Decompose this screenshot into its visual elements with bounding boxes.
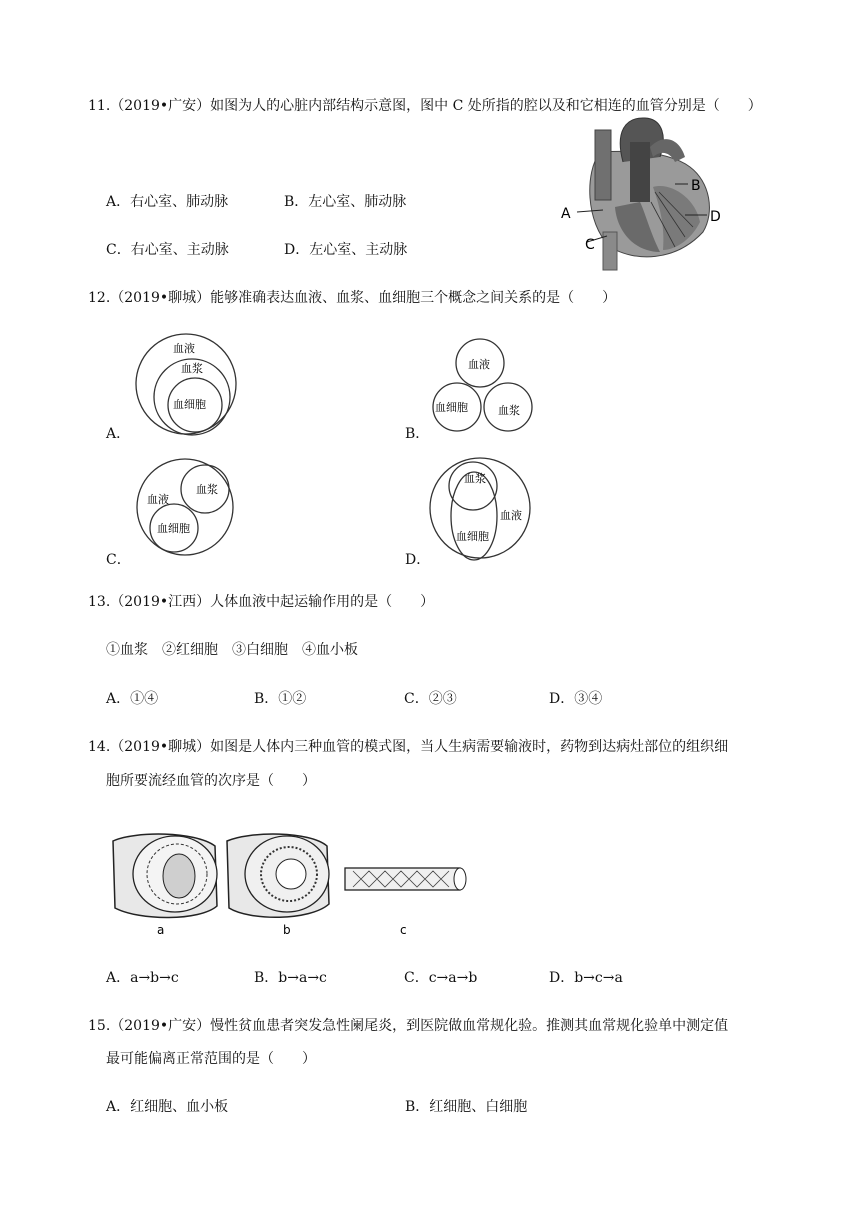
q13-option-b: B．①② [254,691,307,707]
heart-label-a: A [561,206,571,222]
q13-option-d: D．③④ [549,691,603,707]
q12-stem: 12.（2019•聊城）能够准确表达血液、血浆、血细胞三个概念之间关系的是（ ） [88,290,617,306]
q14-option-b: B．b→a→c [254,970,327,986]
venn-diagram-a [133,330,243,440]
svg-text:b: b [283,923,291,937]
q12-option-a: A． [106,426,131,442]
svg-text:血浆: 血浆 [498,404,520,417]
q13-option-a: A．①④ [106,691,159,707]
svg-text:血液: 血液 [468,358,490,371]
heart-label-c: C [585,237,595,253]
q11-option-d: D．左心室、主动脉 [284,242,408,258]
q15-option-a: A．红细胞、血小板 [106,1099,229,1115]
heart-diagram [555,112,730,272]
q11-stem: 11.（2019•广安）如图为人的心脏内部结构示意图，图中 C 处所指的腔以及和它相连的血管分别是（ ） [88,98,762,114]
q12-option-d: D． [405,552,431,568]
venn-diagram-b [430,336,540,436]
vessel-a [113,834,217,937]
svg-text:血细胞: 血细胞 [435,401,468,414]
q13-option-c: C．②③ [404,691,457,707]
venn-diagram-c [135,457,240,562]
heart-label-d: D [710,209,721,225]
vessel-c [345,868,466,937]
q14-stem-line2: 胞所要流经血管的次序是（ ） [106,773,316,789]
q15-stem-line1: 15.（2019•广安）慢性贫血患者突发急性阑尾炎，到医院做血常规化验。推测其血常规化验单中测定值 [88,1018,729,1034]
q13-items: ①血浆 ②红细胞 ③白细胞 ④血小板 [106,642,358,658]
q14-option-a: A．a→b→c [106,970,179,986]
svg-text:血细胞: 血细胞 [456,530,489,543]
blood-vessels-figure [105,826,475,941]
svg-text:血细胞: 血细胞 [157,522,190,535]
q14-option-c: C．c→a→b [404,970,478,986]
vessel-b [227,834,329,937]
q14-option-d: D．b→c→a [549,970,623,986]
svg-text:a: a [157,923,165,937]
venn-diagram-d [428,456,536,564]
svg-text:血液: 血液 [173,342,195,355]
q12-option-b: B． [405,426,430,442]
svg-text:血液: 血液 [147,493,169,506]
q15-option-b: B．红细胞、白细胞 [405,1099,528,1115]
svg-text:血液: 血液 [500,509,522,522]
svg-text:血浆: 血浆 [464,472,486,485]
q13-stem: 13.（2019•江西）人体血液中起运输作用的是（ ） [88,594,435,610]
svg-text:血细胞: 血细胞 [173,398,206,411]
q12-option-c: C． [106,552,131,568]
q11-option-c: C．右心室、主动脉 [106,242,229,258]
q14-stem-line1: 14.（2019•聊城）如图是人体内三种血管的模式图，当人生病需要输液时，药物到达病灶部位的组织细 [88,739,729,755]
svg-text:血浆: 血浆 [181,362,203,375]
heart-label-b: B [691,178,701,194]
svg-text:c: c [400,923,407,937]
q11-option-b: B．左心室、肺动脉 [284,194,407,210]
svg-text:血浆: 血浆 [196,483,218,496]
q11-option-a: A．右心室、肺动脉 [106,194,229,210]
q15-stem-line2: 最可能偏离正常范围的是（ ） [106,1051,316,1067]
